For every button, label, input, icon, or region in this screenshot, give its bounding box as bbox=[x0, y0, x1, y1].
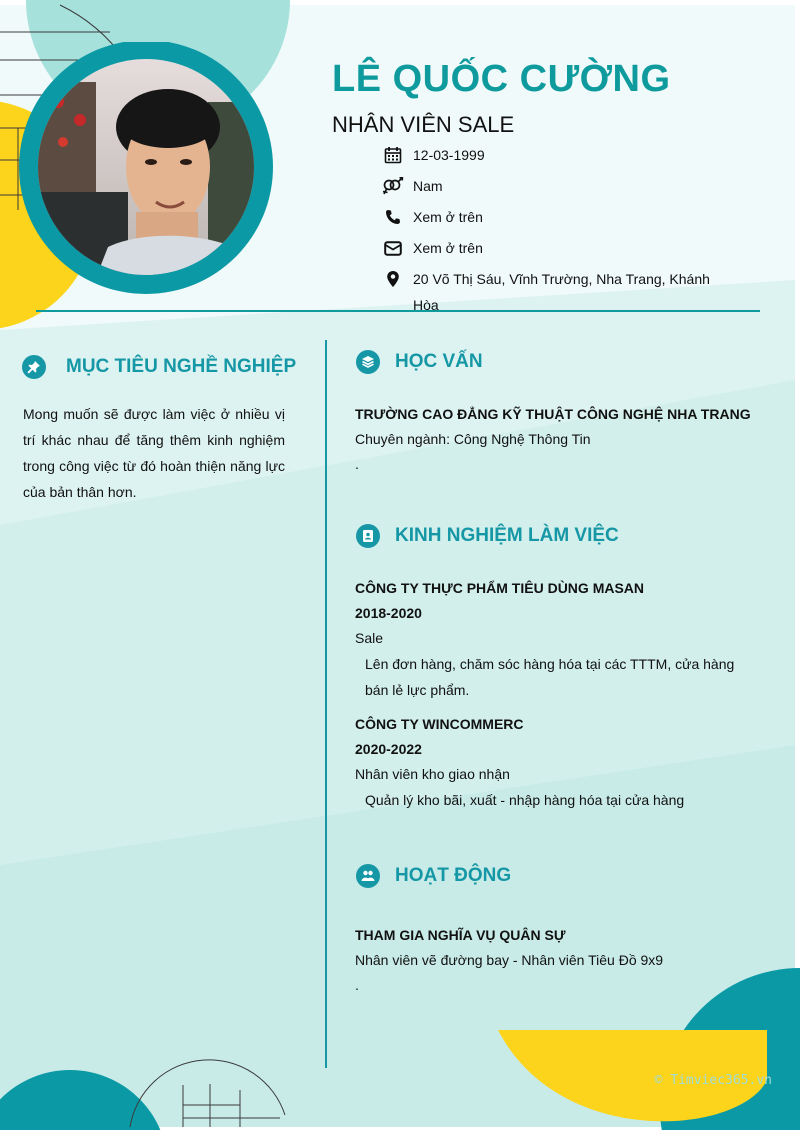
people-icon bbox=[356, 864, 380, 888]
objective-text: Mong muốn sẽ được làm việc ở nhiều vị trí khác nhau để tăng thêm kinh nghiệm trong công việc từ đó hoàn thiện năng lực của bản thân hơn. bbox=[23, 406, 285, 500]
major: Chuyên ngành: Công Nghệ Thông Tin bbox=[355, 431, 591, 447]
activities-title: HOẠT ĐỘNG bbox=[395, 865, 512, 886]
experience-item-2 bbox=[355, 712, 755, 813]
education-header bbox=[356, 350, 483, 374]
watermark: © Timviec365.vn bbox=[654, 1073, 772, 1088]
experience-item-1 bbox=[355, 576, 755, 703]
id-badge-icon bbox=[356, 524, 380, 548]
address-row bbox=[382, 269, 712, 318]
position: Sale bbox=[355, 630, 384, 646]
candidate-name: LÊ QUỐC CƯỜNG bbox=[332, 58, 671, 100]
phone-row bbox=[382, 207, 712, 230]
objective-title: MỤC TIÊU NGHỀ NGHIỆP bbox=[66, 356, 297, 377]
work-period: 2018-2020 bbox=[355, 605, 422, 621]
phone-icon bbox=[382, 207, 404, 227]
position: Nhân viên kho giao nhận bbox=[355, 766, 510, 782]
job-title: NHÂN VIÊN SALE bbox=[332, 112, 515, 137]
books-icon bbox=[356, 350, 380, 374]
location-pin-icon bbox=[382, 269, 404, 289]
company-name: CÔNG TY WINCOMMERC bbox=[355, 716, 524, 732]
activity-detail: Nhân viên vẽ đường bay - Nhân viên Tiêu Đồ 9x9 bbox=[355, 952, 664, 968]
gender-value: Nam bbox=[413, 178, 443, 194]
company-name: CÔNG TY THỰC PHẨM TIÊU DÙNG MASAN bbox=[355, 580, 645, 596]
phone-value: Xem ở trên bbox=[413, 209, 483, 225]
work-period: 2020-2022 bbox=[355, 741, 422, 757]
objective-header bbox=[22, 355, 296, 379]
school-name: TRƯỜNG CAO ĐẲNG KỸ THUẬT CÔNG NGHỆ NHA TRANG bbox=[355, 406, 751, 422]
experience-title: KINH NGHIỆM LÀM VIỆC bbox=[395, 525, 619, 546]
education-title: HỌC VẤN bbox=[395, 351, 483, 372]
envelope-icon bbox=[382, 238, 404, 258]
birthday-row bbox=[382, 145, 712, 168]
job-description: Quản lý kho bãi, xuất - nhập hàng hóa tại cửa hàng bbox=[365, 792, 685, 808]
address-value: 20 Võ Thị Sáu, Vĩnh Trường, Nha Trang, Khánh Hòa bbox=[413, 271, 710, 313]
calendar-icon bbox=[382, 145, 404, 165]
activities-header bbox=[356, 864, 511, 888]
job-description: Lên đơn hàng, chăm sóc hàng hóa tại các TTTM, cửa hàng bán lẻ lực phẩm. bbox=[365, 656, 735, 698]
gender-icon bbox=[382, 176, 404, 196]
experience-header bbox=[356, 524, 619, 548]
pin-icon bbox=[22, 355, 46, 379]
education-entry bbox=[355, 402, 755, 477]
gender-row bbox=[382, 176, 712, 199]
email-value: Xem ở trên bbox=[413, 240, 483, 256]
activity-entry bbox=[355, 923, 755, 998]
activity-note: . bbox=[355, 977, 359, 993]
email-row bbox=[382, 238, 712, 261]
education-note: . bbox=[355, 456, 359, 472]
activity-name: THAM GIA NGHĨA VỤ QUÂN SỰ bbox=[355, 927, 566, 943]
avatar bbox=[18, 42, 274, 298]
birthday-value: 12-03-1999 bbox=[413, 147, 485, 163]
